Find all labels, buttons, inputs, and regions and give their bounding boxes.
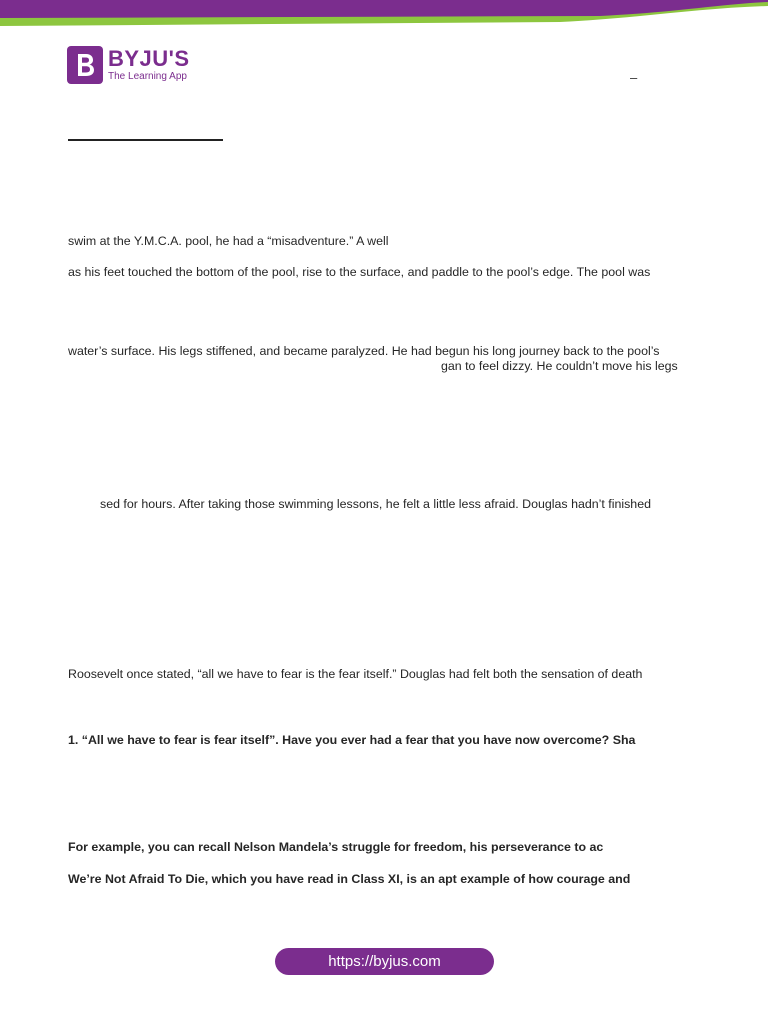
footer-url-text: https://byjus.com [328, 953, 441, 970]
answer-line-1: For example, you can recall Nelson Mandela’s struggle for freedom, his perseverance to ac [68, 840, 604, 854]
body-line-6: Roosevelt once stated, “all we have to fear is the fear itself.” Douglas had felt both the sensation of death [68, 667, 643, 681]
header-decorative-band [0, 0, 768, 30]
brand-name: BYJU'S [108, 46, 190, 71]
body-line-1: swim at the Y.M.C.A. pool, he had a “misadventure.” A well [68, 234, 389, 248]
body-line-5: sed for hours. After taking those swimming lessons, he felt a little less afraid. Douglas hadn’t finished [100, 497, 651, 511]
byjus-logo-icon [67, 46, 103, 84]
body-line-4: gan to feel dizzy. He couldn’t move his legs [441, 359, 678, 373]
header-dash: – [630, 70, 638, 85]
brand-tagline: The Learning App [108, 71, 187, 82]
body-line-3: water’s surface. His legs stiffened, and became paralyzed. He had begun his long journey back to the pool’s [68, 344, 660, 358]
footer-url-link[interactable] [275, 948, 494, 975]
answer-line-2: We’re Not Afraid To Die, which you have read in Class XI, is an apt example of how courage and [68, 872, 631, 886]
question-1: 1. “All we have to fear is fear itself”. Have you ever had a fear that you have now overcome? Sha [68, 733, 636, 747]
title-underline [68, 139, 223, 141]
byjus-logo [67, 45, 190, 85]
body-line-2: as his feet touched the bottom of the pool, rise to the surface, and paddle to the pool’s edge. The pool was [68, 265, 651, 279]
